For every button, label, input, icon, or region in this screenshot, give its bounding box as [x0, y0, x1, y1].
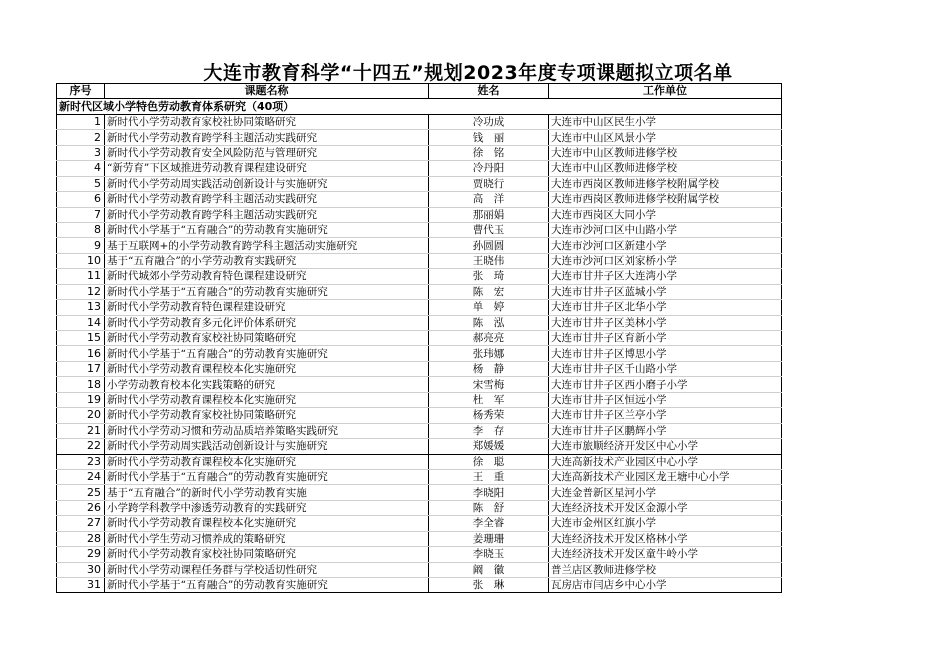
cell-project: 新时代小学劳动教育家校社协同策略研究	[105, 408, 429, 423]
table-row	[57, 547, 932, 562]
cell-name: 钱 丽	[429, 130, 549, 145]
cell-unit: 大连市甘井子区恒远小学	[549, 392, 782, 407]
table-row	[57, 300, 932, 315]
table-row	[57, 485, 932, 500]
cell-name: 杨 静	[429, 361, 549, 376]
table-row	[57, 161, 932, 176]
cell-project: 新时代小学基于“五育融合”的劳动教育实施研究	[105, 222, 429, 237]
header-row	[57, 84, 932, 99]
cell-blank	[782, 346, 932, 361]
cell-no: 30	[57, 562, 105, 577]
cell-blank	[782, 300, 932, 315]
cell-no: 8	[57, 222, 105, 237]
cell-blank	[782, 469, 932, 484]
cell-unit: 大连市甘井子区兰亭小学	[549, 408, 782, 423]
cell-name: 李全睿	[429, 516, 549, 531]
cell-blank	[782, 315, 932, 330]
section-title: 新时代区域小学特色劳动教育体系研究（40项）	[57, 99, 782, 114]
cell-no: 27	[57, 516, 105, 531]
table-row	[57, 423, 932, 438]
cell-name: 杨秀荣	[429, 408, 549, 423]
table-row	[57, 176, 932, 191]
cell-project: 基于“五育融合”的小学劳动教育实践研究	[105, 253, 429, 268]
cell-no: 13	[57, 300, 105, 315]
cell-project: 新时代小学劳动周实践活动创新设计与实施研究	[105, 439, 429, 454]
cell-unit: 瓦房店市闫店乡中心小学	[549, 578, 782, 593]
cell-project: 新时代小学劳动教育安全风险防范与管理研究	[105, 145, 429, 160]
cell-name: 陈 宏	[429, 284, 549, 299]
cell-no: 28	[57, 531, 105, 546]
cell-blank	[782, 547, 932, 562]
cell-name: 冷功成	[429, 114, 549, 129]
cell-unit: 大连金普新区星河小学	[549, 485, 782, 500]
cell-blank	[782, 578, 932, 593]
table-row	[57, 531, 932, 546]
cell-unit: 普兰店区教师进修学校	[549, 562, 782, 577]
cell-blank	[782, 238, 932, 253]
cell-no: 25	[57, 485, 105, 500]
cell-name: 单 婷	[429, 300, 549, 315]
cell-unit: 大连市沙河口区中山路小学	[549, 222, 782, 237]
cell-no: 16	[57, 346, 105, 361]
header-blank	[782, 84, 932, 99]
cell-blank	[782, 485, 932, 500]
cell-blank	[782, 253, 932, 268]
table-row	[57, 315, 932, 330]
table-row	[57, 130, 932, 145]
cell-unit: 大连市沙河口区刘家桥小学	[549, 253, 782, 268]
cell-name: 李 存	[429, 423, 549, 438]
cell-blank	[782, 516, 932, 531]
table-row	[57, 361, 932, 376]
cell-project: 新时代小学劳动教育课程校本化实施研究	[105, 454, 429, 469]
cell-unit: 大连市甘井子区鹏辉小学	[549, 423, 782, 438]
table-row	[57, 454, 932, 469]
header-unit: 工作单位	[549, 84, 782, 99]
cell-unit: 大连市西岗区教师进修学校附属学校	[549, 192, 782, 207]
cell-unit: 大连市甘井子区博思小学	[549, 346, 782, 361]
cell-name: 贾晓行	[429, 176, 549, 191]
table-row	[57, 222, 932, 237]
cell-project: 新时代小学基于“五育融合”的劳动教育实施研究	[105, 578, 429, 593]
cell-no: 1	[57, 114, 105, 129]
table-row	[57, 469, 932, 484]
cell-blank	[782, 500, 932, 515]
cell-unit: 大连市甘井子区美林小学	[549, 315, 782, 330]
cell-project: 新时代小学劳动教育课程校本化实施研究	[105, 392, 429, 407]
table-row	[57, 408, 932, 423]
cell-blank	[782, 361, 932, 376]
cell-no: 10	[57, 253, 105, 268]
table-row	[57, 331, 932, 346]
cell-no: 2	[57, 130, 105, 145]
cell-blank	[782, 222, 932, 237]
cell-unit: 大连市甘井子区西小磨子小学	[549, 377, 782, 392]
cell-project: 新时代小学劳动教育课程校本化实施研究	[105, 361, 429, 376]
cell-no: 15	[57, 331, 105, 346]
table-row	[57, 269, 932, 284]
cell-project: 小学跨学科教学中渗透劳动教育的实践研究	[105, 500, 429, 515]
cell-name: 徐 聪	[429, 454, 549, 469]
cell-name: 杜 军	[429, 392, 549, 407]
cell-unit: 大连经济技术开发区格林小学	[549, 531, 782, 546]
section-blank	[782, 99, 932, 114]
table-row	[57, 516, 932, 531]
cell-name: 冷丹阳	[429, 161, 549, 176]
cell-project: 新时代小学劳动课程任务群与学校适切性研究	[105, 562, 429, 577]
cell-project: 新时代小学基于“五育融合”的劳动教育实施研究	[105, 346, 429, 361]
cell-blank	[782, 408, 932, 423]
cell-unit: 大连市甘井子区蓝城小学	[549, 284, 782, 299]
cell-unit: 大连经济技术开发区童牛岭小学	[549, 547, 782, 562]
cell-name: 徐 铭	[429, 145, 549, 160]
table-row	[57, 238, 932, 253]
cell-blank	[782, 423, 932, 438]
cell-unit: 大连市西岗区教师进修学校附属学校	[549, 176, 782, 191]
cell-project: 基于互联网+的小学劳动教育跨学科主题活动实施研究	[105, 238, 429, 253]
cell-blank	[782, 176, 932, 191]
cell-name: 孙圆圆	[429, 238, 549, 253]
table-row	[57, 562, 932, 577]
cell-name: 王 重	[429, 469, 549, 484]
cell-no: 6	[57, 192, 105, 207]
cell-name: 李晓玉	[429, 547, 549, 562]
cell-project: 新时代城郊小学劳动教育特色课程建设研究	[105, 269, 429, 284]
table-row	[57, 192, 932, 207]
cell-no: 5	[57, 176, 105, 191]
cell-unit: 大连市旅顺经济开发区中心小学	[549, 439, 782, 454]
cell-blank	[782, 562, 932, 577]
cell-name: 张 琳	[429, 578, 549, 593]
table-row	[57, 284, 932, 299]
cell-unit: 大连市中山区教师进修学校	[549, 161, 782, 176]
cell-no: 26	[57, 500, 105, 515]
project-table	[56, 83, 932, 593]
cell-no: 12	[57, 284, 105, 299]
cell-project: 新时代小学劳动教育跨学科主题活动实践研究	[105, 192, 429, 207]
cell-no: 4	[57, 161, 105, 176]
document-title: 大连市教育科学“十四五”规划2023年度专项课题拟立项名单	[203, 62, 733, 84]
table-row	[57, 114, 932, 129]
cell-project: 新时代小学劳动教育多元化评价体系研究	[105, 315, 429, 330]
cell-no: 9	[57, 238, 105, 253]
cell-no: 14	[57, 315, 105, 330]
table-row	[57, 439, 932, 454]
cell-blank	[782, 114, 932, 129]
cell-name: 陈 泓	[429, 315, 549, 330]
table-row	[57, 253, 932, 268]
cell-project: 小学劳动教育校本化实践策略的研究	[105, 377, 429, 392]
cell-blank	[782, 207, 932, 222]
cell-no: 11	[57, 269, 105, 284]
cell-project: “新劳育”下区域推进劳动教育课程建设研究	[105, 161, 429, 176]
table-row	[57, 392, 932, 407]
cell-blank	[782, 145, 932, 160]
cell-project: 新时代小学劳动教育课程校本化实施研究	[105, 516, 429, 531]
cell-unit: 大连市甘井子区千山路小学	[549, 361, 782, 376]
cell-name: 高 洋	[429, 192, 549, 207]
cell-no: 23	[57, 454, 105, 469]
table-row	[57, 145, 932, 160]
cell-blank	[782, 192, 932, 207]
cell-blank	[782, 331, 932, 346]
cell-name: 王晓伟	[429, 253, 549, 268]
cell-no: 29	[57, 547, 105, 562]
cell-unit: 大连市金州区红旗小学	[549, 516, 782, 531]
header-project: 课题名称	[105, 84, 429, 99]
cell-blank	[782, 161, 932, 176]
cell-name: 阚 徽	[429, 562, 549, 577]
cell-unit: 大连市中山区民生小学	[549, 114, 782, 129]
cell-no: 31	[57, 578, 105, 593]
cell-unit: 大连市甘井子区北华小学	[549, 300, 782, 315]
cell-name: 曹代玉	[429, 222, 549, 237]
table-row	[57, 346, 932, 361]
cell-unit: 大连市西岗区大同小学	[549, 207, 782, 222]
cell-unit: 大连市中山区风景小学	[549, 130, 782, 145]
cell-no: 20	[57, 408, 105, 423]
cell-blank	[782, 454, 932, 469]
cell-unit: 大连市甘井子区育新小学	[549, 331, 782, 346]
cell-no: 21	[57, 423, 105, 438]
table-row	[57, 578, 932, 593]
cell-unit: 大连经济技术开发区金源小学	[549, 500, 782, 515]
cell-no: 19	[57, 392, 105, 407]
cell-name: 郑媛媛	[429, 439, 549, 454]
cell-project: 新时代小学基于“五育融合”的劳动教育实施研究	[105, 284, 429, 299]
cell-name: 陈 舒	[429, 500, 549, 515]
cell-no: 24	[57, 469, 105, 484]
cell-unit: 大连高新技术产业园区中心小学	[549, 454, 782, 469]
cell-name: 张 琦	[429, 269, 549, 284]
cell-name: 宋雪梅	[429, 377, 549, 392]
cell-blank	[782, 392, 932, 407]
cell-project: 新时代小学劳动教育特色课程建设研究	[105, 300, 429, 315]
cell-blank	[782, 284, 932, 299]
table-row	[57, 500, 932, 515]
cell-unit: 大连高新技术产业园区龙王塘中心小学	[549, 469, 782, 484]
cell-no: 17	[57, 361, 105, 376]
cell-project: 新时代小学劳动教育跨学科主题活动实践研究	[105, 207, 429, 222]
cell-project: 新时代小学劳动教育家校社协同策略研究	[105, 114, 429, 129]
cell-blank	[782, 269, 932, 284]
cell-unit: 大连市中山区教师进修学校	[549, 145, 782, 160]
cell-name: 那丽娟	[429, 207, 549, 222]
section-row	[57, 99, 932, 114]
cell-blank	[782, 130, 932, 145]
cell-blank	[782, 439, 932, 454]
table-row	[57, 207, 932, 222]
cell-unit: 大连市沙河口区新建小学	[549, 238, 782, 253]
cell-no: 18	[57, 377, 105, 392]
cell-project: 新时代小学生劳动习惯养成的策略研究	[105, 531, 429, 546]
cell-name: 姜珊珊	[429, 531, 549, 546]
cell-unit: 大连市甘井子区大连湾小学	[549, 269, 782, 284]
table-row	[57, 377, 932, 392]
cell-project: 新时代小学劳动教育跨学科主题活动实践研究	[105, 130, 429, 145]
cell-project: 新时代小学劳动习惯和劳动品质培养策略实践研究	[105, 423, 429, 438]
cell-project: 基于“五育融合”的新时代小学劳动教育实施	[105, 485, 429, 500]
cell-no: 3	[57, 145, 105, 160]
cell-project: 新时代小学劳动教育家校社协同策略研究	[105, 331, 429, 346]
cell-no: 7	[57, 207, 105, 222]
cell-name: 郝亮亮	[429, 331, 549, 346]
cell-blank	[782, 377, 932, 392]
cell-blank	[782, 531, 932, 546]
cell-name: 张玮娜	[429, 346, 549, 361]
header-no: 序号	[57, 84, 105, 99]
cell-project: 新时代小学劳动周实践活动创新设计与实施研究	[105, 176, 429, 191]
cell-no: 22	[57, 439, 105, 454]
cell-name: 李晓阳	[429, 485, 549, 500]
header-name: 姓名	[429, 84, 549, 99]
cell-project: 新时代小学劳动教育家校社协同策略研究	[105, 547, 429, 562]
cell-project: 新时代小学基于“五育融合”的劳动教育实施研究	[105, 469, 429, 484]
